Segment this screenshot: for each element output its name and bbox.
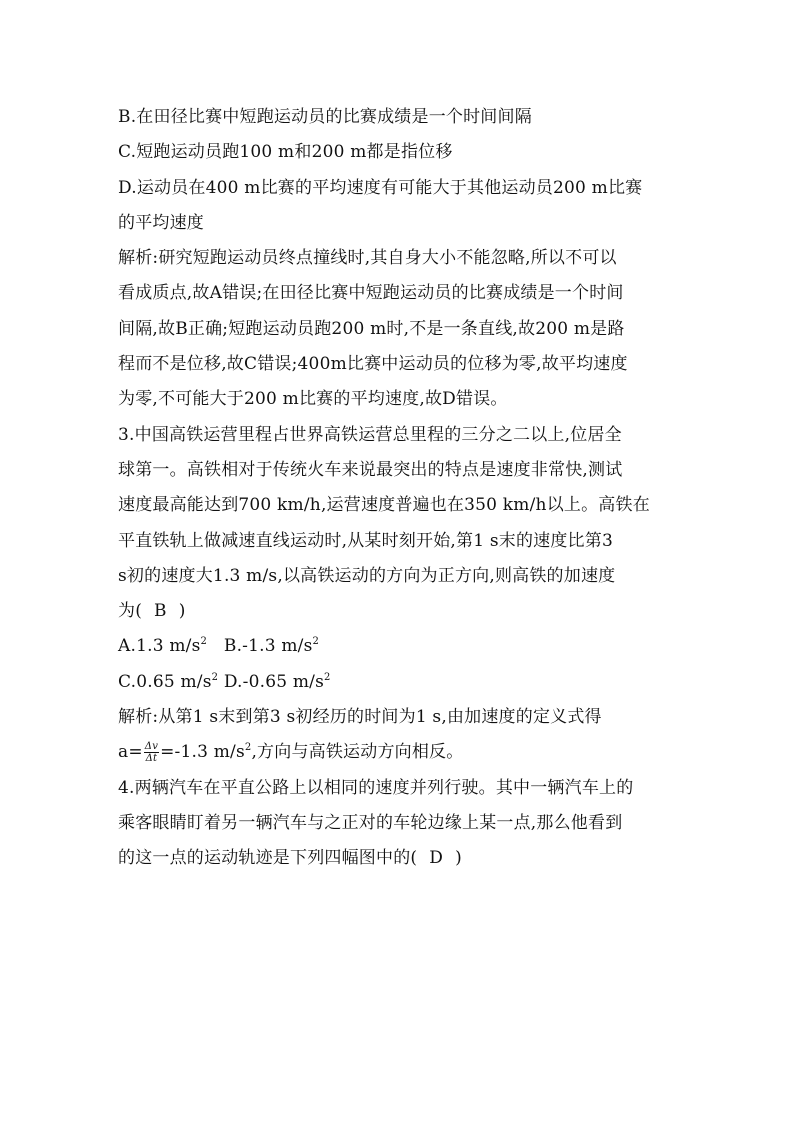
formula-tail: ,方向与高铁运动方向相反。 <box>251 742 464 763</box>
question-3-line-4: 平直铁轨上做减速直线运动时,从某时刻开始,第1 s末的速度比第3 <box>118 530 613 551</box>
question-4-line-1: 4.两辆汽车在平直公路上以相同的速度并列行驶。其中一辆汽车上的 <box>118 777 634 798</box>
fraction-denominator: Δt <box>145 753 158 765</box>
question-3-line-1: 3.中国高铁运营里程占世界高铁运营总里程的三分之二以上,位居全 <box>118 424 622 445</box>
option-c: C.0.65 m/s <box>118 671 212 692</box>
answer-letter: B <box>154 601 167 622</box>
option-d-exponent: 2 <box>324 671 331 683</box>
question-3-line-2: 球第一。高铁相对于传统火车来说最突出的特点是速度非常快,测试 <box>118 459 623 480</box>
options-cd-line <box>118 665 678 700</box>
options-ab-line <box>118 629 678 664</box>
option-d-continuation: 的平均速度 <box>118 212 204 233</box>
question-4-answer-line <box>118 841 678 876</box>
option-a-exponent: 2 <box>200 636 208 648</box>
option-c-line: C.短跑运动员跑100 m和200 m都是指位移 <box>118 142 453 163</box>
question-4-text: 的这一点的运动轨迹是下列四幅图中的( <box>118 848 418 869</box>
question-3-answer-line <box>118 594 678 629</box>
option-b-line: B.在田径比赛中短跑运动员的比赛成绩是一个时间间隔 <box>118 107 532 127</box>
formula-value: =-1.3 m/s <box>160 742 245 763</box>
question-3-line-3: 速度最高能达到700 km/h,运营速度普遍也在350 km/h以上。高铁在 <box>118 495 650 516</box>
explanation-3-formula-line <box>118 735 678 770</box>
explanation-line-4: 程而不是位移,故C错误;400m比赛中运动员的位移为零,故平均速度 <box>118 354 628 375</box>
option-b-exponent: 2 <box>312 636 320 648</box>
question-4-answer-letter: D <box>429 848 444 869</box>
explanation-line-3: 间隔,故B正确;短跑运动员跑200 m时,不是一条直线,故200 m是路 <box>118 318 625 339</box>
formula-a: a= <box>118 742 143 763</box>
option-a: A.1.3 m/s <box>118 636 201 657</box>
explanation-3-line-1: 解析:从第1 s末到第3 s初经历的时间为1 s,由加速度的定义式得 <box>118 707 602 728</box>
explanation-line-1: 解析:研究短跑运动员终点撞线时,其自身大小不能忽略,所以不可以 <box>118 248 617 269</box>
answer-close: ) <box>178 601 186 622</box>
answer-open: 为( <box>118 601 143 622</box>
question-4-answer-close: ) <box>455 848 462 869</box>
explanation-line-2: 看成质点,故A错误;在田径比赛中短跑运动员的比赛成绩是一个时间 <box>118 283 624 304</box>
option-c-exponent: 2 <box>211 671 219 683</box>
option-b: B.-1.3 m/s <box>223 636 313 657</box>
formula-exponent: 2 <box>244 742 252 754</box>
option-d-line: D.运动员在400 m比赛的平均速度有可能大于其他运动员200 m比赛 <box>118 177 643 198</box>
question-4-line-2: 乘客眼睛盯着另一辆汽车与之正对的车轮边缘上某一点,那么他看到 <box>118 812 623 833</box>
fraction-numerator: Δv <box>144 741 159 753</box>
question-3-line-5: s初的速度大1.3 m/s,以高铁运动的方向为正方向,则高铁的加速度 <box>118 565 616 586</box>
formula-fraction <box>144 741 159 764</box>
option-d: D.-0.65 m/s <box>223 671 325 692</box>
explanation-line-5: 为零,不可能大于200 m比赛的平均速度,故D错误。 <box>118 389 508 410</box>
document-page <box>118 100 678 877</box>
